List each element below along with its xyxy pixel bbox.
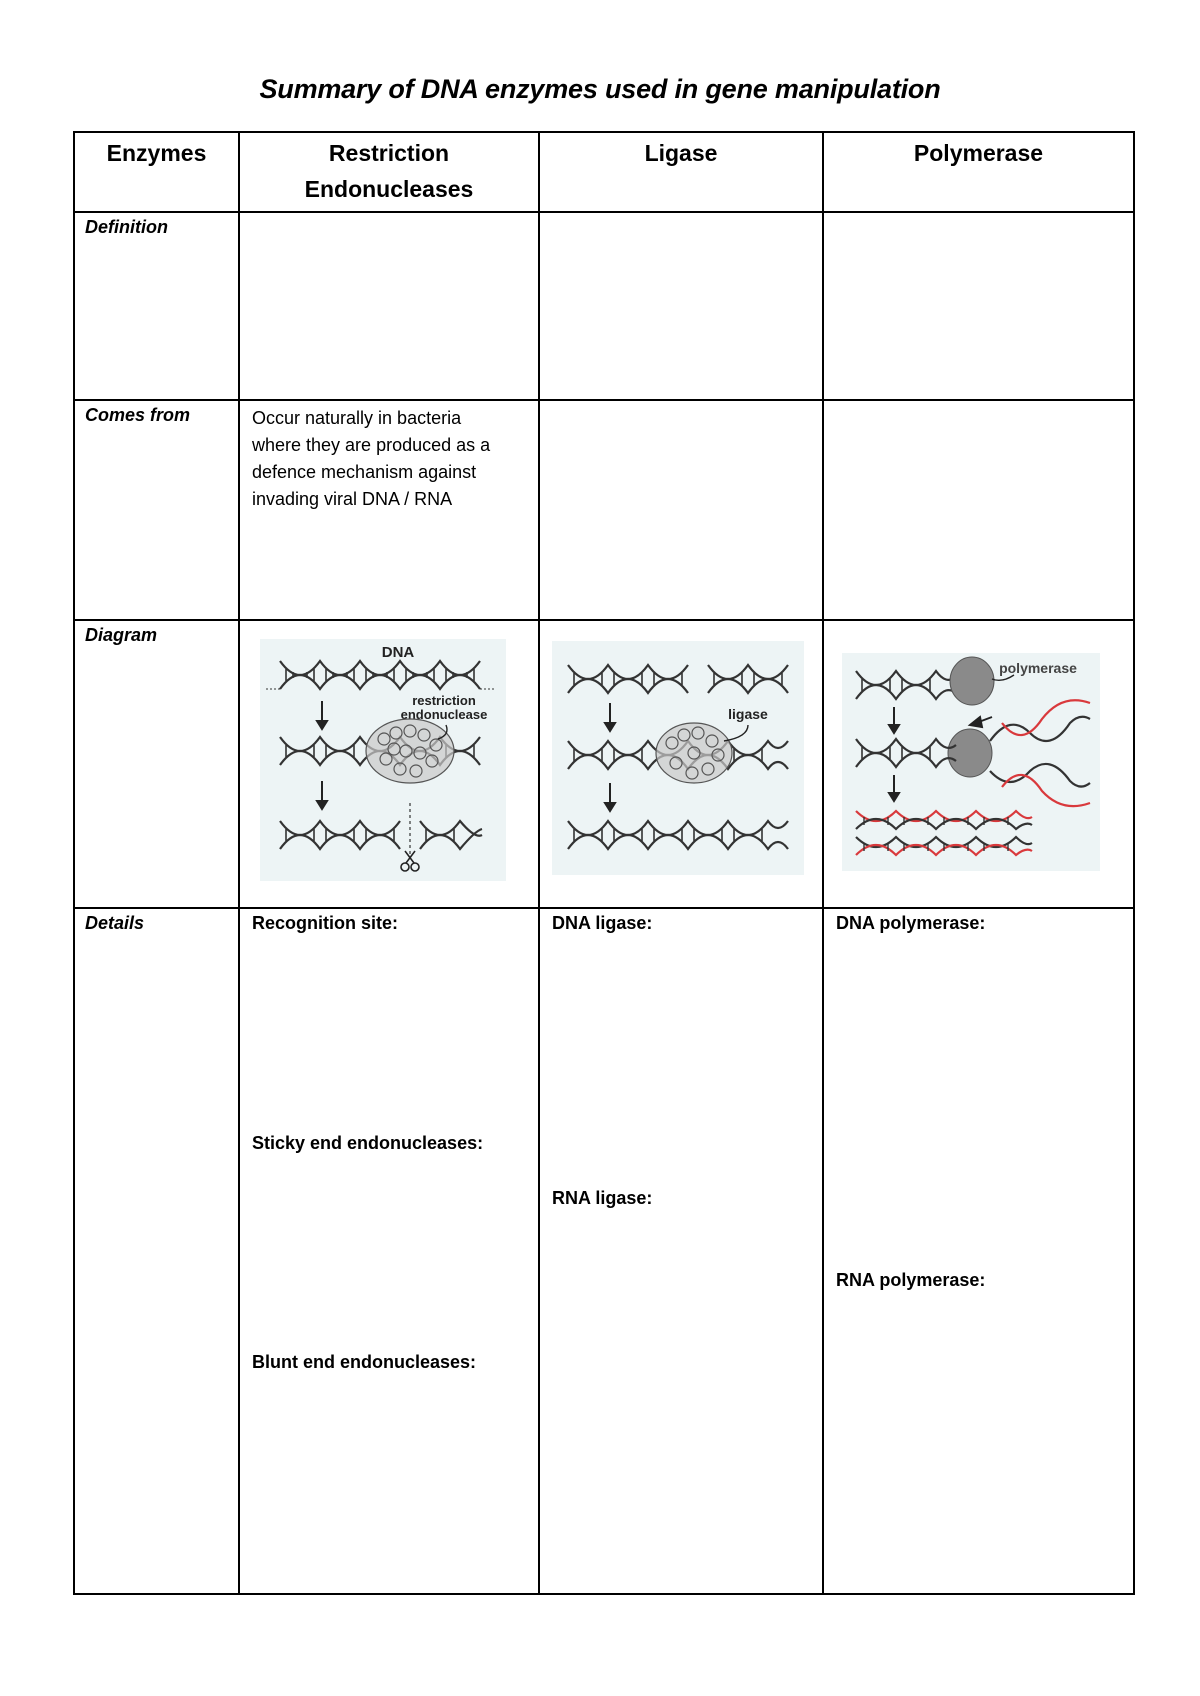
arrow-down-icon (889, 775, 899, 801)
header-enzymes: Enzymes (74, 132, 239, 212)
enzyme-summary-table (73, 131, 1135, 1595)
header-restriction-endonucleases (239, 132, 539, 212)
rna-polymerase-label: RNA polymerase: (836, 1270, 986, 1290)
comes-from-row (74, 400, 1134, 620)
comes-from-polymerase-cell[interactable] (823, 400, 1134, 620)
arrow-down-icon (889, 707, 899, 733)
details-restriction-cell[interactable] (239, 908, 539, 1594)
label-dna: DNA (381, 644, 415, 661)
header-ligase: Ligase (539, 132, 823, 212)
comes-from-ligase-cell[interactable] (539, 400, 823, 620)
comes-from-line: invading viral DNA / RNA (252, 489, 453, 509)
dna-helix-template (856, 671, 956, 699)
comes-from-line: Occur naturally in bacteria (252, 408, 462, 428)
definition-restriction-cell[interactable] (239, 212, 539, 400)
comes-from-line: where they are produced as a (252, 435, 491, 455)
dna-helix-cut (280, 803, 482, 857)
label-ligase: ligase (728, 706, 768, 722)
rna-ligase-label: RNA ligase: (552, 1188, 653, 1208)
enzyme-blob (366, 719, 454, 783)
page-title: Summary of DNA enzymes used in gene manipulation (259, 74, 941, 104)
label-restriction: restriction (412, 693, 476, 708)
label-polymerase: polymerase (999, 660, 1077, 676)
row-label-definition: Definition (74, 212, 239, 400)
diagram-row (74, 620, 1134, 908)
ligase-diagram-svg (552, 641, 804, 875)
recognition-site-label: Recognition site: (252, 913, 399, 933)
restriction-diagram-svg (260, 639, 506, 881)
diagram-ligase-cell (539, 620, 823, 908)
new-strand (1002, 700, 1090, 806)
definition-polymerase-cell[interactable] (823, 212, 1134, 400)
details-polymerase-cell[interactable] (823, 908, 1134, 1594)
dna-ligase-label: DNA ligase: (552, 913, 653, 933)
arrow-down-icon (317, 701, 327, 729)
polymerase-diagram (842, 653, 1100, 871)
sticky-end-label: Sticky end endonucleases: (252, 1133, 484, 1153)
row-label-diagram: Diagram (74, 620, 239, 908)
details-row (74, 908, 1134, 1594)
header-restriction-line2: Endonucleases (304, 176, 474, 202)
definition-ligase-cell[interactable] (539, 212, 823, 400)
restriction-diagram (260, 639, 506, 881)
diagram-restriction-cell (239, 620, 539, 908)
dna-helix-intact (266, 661, 496, 689)
header-polymerase: Polymerase (823, 132, 1134, 212)
arrow-left-icon (970, 717, 992, 727)
details-ligase-cell[interactable] (539, 908, 823, 1594)
comes-from-line: defence mechanism against (252, 462, 477, 482)
dna-helix-joined (568, 821, 788, 849)
row-label-details: Details (74, 908, 239, 1594)
header-row (74, 132, 1134, 212)
definition-row (74, 212, 1134, 400)
arrow-down-icon (605, 783, 615, 811)
arrow-down-icon (317, 781, 327, 809)
diagram-polymerase-cell (823, 620, 1134, 908)
dna-helix-duplicated (856, 811, 1032, 855)
blunt-end-label: Blunt end endonucleases: (252, 1352, 477, 1372)
row-label-comes-from: Comes from (74, 400, 239, 620)
ligase-diagram (552, 641, 804, 875)
polymerase-diagram-svg (842, 653, 1100, 871)
comes-from-restriction-cell[interactable] (239, 400, 539, 620)
header-restriction-line1: Restriction (328, 140, 450, 166)
dna-fragments (568, 665, 788, 693)
arrow-down-icon (605, 703, 615, 731)
dna-polymerase-label: DNA polymerase: (836, 913, 986, 933)
label-endonuclease: endonuclease (400, 707, 488, 722)
